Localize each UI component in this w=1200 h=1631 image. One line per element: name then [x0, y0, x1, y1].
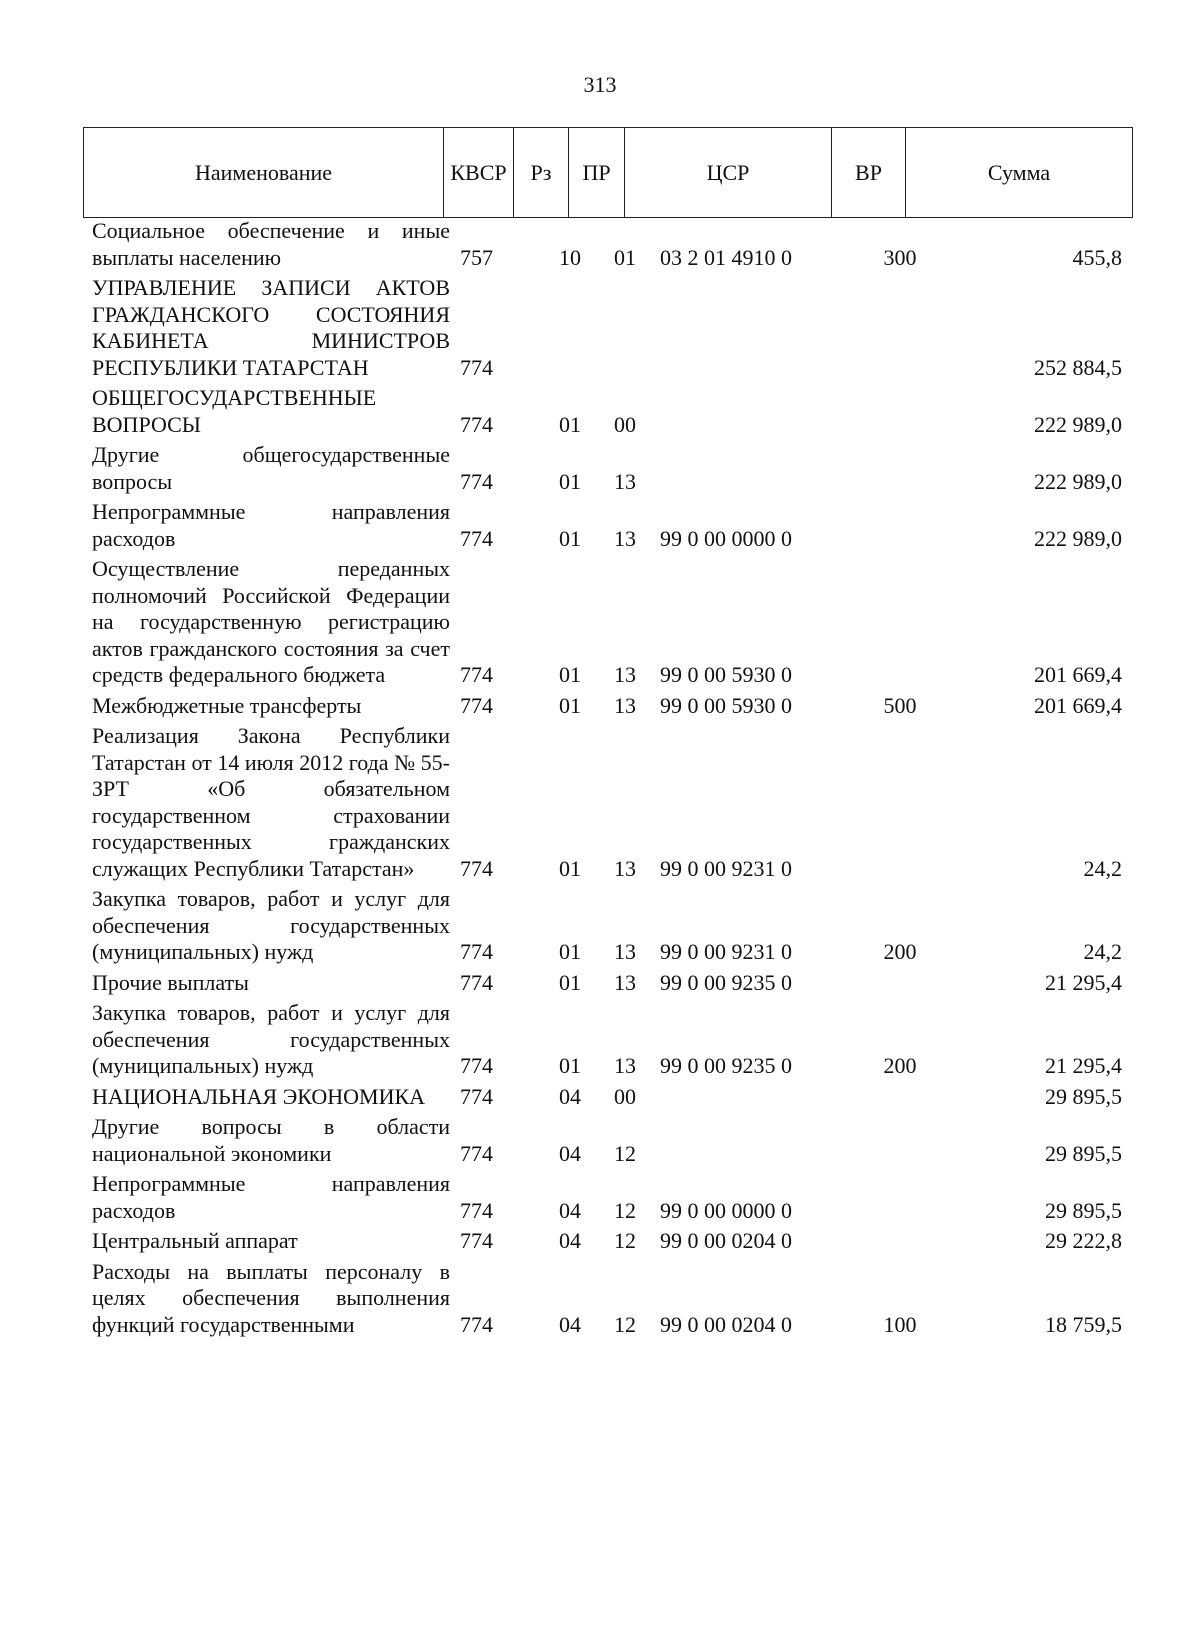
table-row — [0, 970, 1200, 997]
row-rz: 10 — [559, 244, 581, 270]
table-row — [0, 1259, 1200, 1339]
row-vr: 100 — [883, 1311, 917, 1337]
row-name: Прочие выплаты — [92, 969, 249, 995]
row-csr: 99 0 00 9235 0 — [660, 1053, 792, 1078]
header-vr: ВР — [832, 128, 906, 218]
row-sum: 29 895,5 — [1045, 1140, 1122, 1166]
table-row — [0, 218, 1200, 271]
row-name: Осуществление переданных полномочий Российской Федерации на государственную регистрацию актов гражданского состояния за счет средств федерального бюджета — [92, 556, 450, 687]
row-csr: 03 2 01 4910 0 — [660, 244, 792, 270]
row-name: Другие общегосударственные вопросы — [92, 442, 450, 494]
row-rz: 04 — [559, 1311, 581, 1337]
row-csr: 99 0 00 5930 0 — [660, 662, 792, 687]
row-pr: 00 — [614, 1083, 636, 1109]
row-pr: 13 — [614, 692, 636, 718]
row-sum: 455,8 — [1072, 244, 1122, 270]
row-pr: 13 — [614, 468, 636, 494]
row-pr: 13 — [614, 855, 636, 881]
row-sum: 21 295,4 — [1045, 1053, 1122, 1078]
row-name: УПРАВЛЕНИЕ ЗАПИСИ АКТОВ ГРАЖДАНСКОГО СОСТОЯНИЯ КАБИНЕТА МИНИСТРОВ РЕСПУБЛИКИ ТАТАРСТАН — [92, 275, 450, 380]
row-kvsr: 774 — [460, 1197, 493, 1223]
row-kvsr: 774 — [460, 1140, 493, 1166]
row-kvsr: 774 — [460, 662, 493, 687]
table-row — [0, 1000, 1200, 1080]
row-sum: 29 222,8 — [1045, 1228, 1122, 1253]
row-vr: 200 — [883, 939, 917, 964]
table-row — [0, 442, 1200, 495]
row-name: Другие вопросы в области национальной экономики — [92, 1114, 450, 1166]
row-sum: 24,2 — [1083, 855, 1122, 881]
row-rz: 04 — [559, 1228, 581, 1253]
row-kvsr: 774 — [460, 1083, 493, 1109]
row-sum: 29 895,5 — [1045, 1083, 1122, 1109]
table-row — [0, 499, 1200, 552]
row-rz: 01 — [559, 1053, 581, 1078]
row-name: Центральный аппарат — [92, 1228, 298, 1253]
row-pr: 12 — [614, 1311, 636, 1337]
table-row — [0, 1171, 1200, 1224]
row-name: Межбюджетные трансферты — [92, 692, 362, 718]
row-kvsr: 774 — [460, 969, 493, 995]
row-rz: 01 — [559, 411, 581, 437]
row-rz: 01 — [559, 468, 581, 494]
row-rz: 04 — [559, 1083, 581, 1109]
row-name: Закупка товаров, работ и услуг для обеспечения государственных (муниципальных) нужд — [92, 886, 450, 964]
row-rz: 04 — [559, 1197, 581, 1223]
row-csr: 99 0 00 9231 0 — [660, 855, 792, 881]
row-pr: 13 — [614, 939, 636, 964]
header-kvsr: КВСР — [444, 128, 514, 218]
row-pr: 12 — [614, 1197, 636, 1223]
row-rz: 04 — [559, 1140, 581, 1166]
row-csr: 99 0 00 0000 0 — [660, 1197, 792, 1223]
header-sum: Сумма — [906, 128, 1133, 218]
row-sum: 222 989,0 — [1034, 411, 1122, 437]
row-pr: 01 — [614, 244, 636, 270]
table-row — [0, 385, 1200, 438]
row-rz: 01 — [559, 662, 581, 687]
table-row — [0, 723, 1200, 882]
row-kvsr: 774 — [460, 525, 493, 551]
row-pr: 12 — [614, 1228, 636, 1253]
row-vr: 200 — [883, 1053, 917, 1078]
table-row — [0, 1114, 1200, 1167]
row-csr: 99 0 00 5930 0 — [660, 692, 792, 718]
row-name: ОБЩЕГОСУДАРСТВЕННЫЕ ВОПРОСЫ — [92, 385, 377, 437]
row-name: Непрограммные направления расходов — [92, 499, 450, 551]
row-name: Реализация Закона Республики Татарстан от 14 июля 2012 года № 55-ЗРТ «Об обязательном государственном страховании государственных гражданских служащих Республики Татарстан» — [92, 723, 450, 881]
row-pr: 13 — [614, 1053, 636, 1078]
row-sum: 222 989,0 — [1034, 525, 1122, 551]
row-csr: 99 0 00 0000 0 — [660, 525, 792, 551]
row-rz: 01 — [559, 939, 581, 964]
budget-rows — [0, 218, 1200, 1342]
row-csr: 99 0 00 9235 0 — [660, 969, 792, 995]
header-pr: ПР — [569, 128, 625, 218]
row-sum: 21 295,4 — [1045, 969, 1122, 995]
row-rz: 01 — [559, 969, 581, 995]
row-csr: 99 0 00 0204 0 — [660, 1311, 792, 1337]
row-kvsr: 774 — [460, 692, 493, 718]
row-sum: 252 884,5 — [1034, 354, 1122, 380]
row-kvsr: 774 — [460, 411, 493, 437]
row-pr: 13 — [614, 525, 636, 551]
row-kvsr: 774 — [460, 468, 493, 494]
row-sum: 222 989,0 — [1034, 468, 1122, 494]
table-row — [0, 886, 1200, 966]
row-name: Социальное обеспечение и иные выплаты населению — [92, 218, 450, 270]
row-sum: 29 895,5 — [1045, 1197, 1122, 1223]
row-name: Закупка товаров, работ и услуг для обеспечения государственных (муниципальных) нужд — [92, 1000, 450, 1078]
row-kvsr: 774 — [460, 1228, 493, 1253]
row-kvsr: 774 — [460, 855, 493, 881]
row-rz: 01 — [559, 855, 581, 881]
row-sum: 201 669,4 — [1034, 692, 1122, 718]
header-name: Наименование — [84, 128, 444, 218]
row-pr: 13 — [614, 662, 636, 687]
table-row — [0, 556, 1200, 689]
table-row — [0, 693, 1200, 720]
row-kvsr: 774 — [460, 1311, 493, 1337]
row-pr: 13 — [614, 969, 636, 995]
row-pr: 00 — [614, 411, 636, 437]
row-sum: 24,2 — [1083, 939, 1122, 964]
header-csr: ЦСР — [625, 128, 832, 218]
row-vr: 500 — [883, 692, 917, 718]
row-kvsr: 774 — [460, 939, 493, 964]
row-rz: 01 — [559, 525, 581, 551]
row-vr: 300 — [883, 244, 917, 270]
row-pr: 12 — [614, 1140, 636, 1166]
row-kvsr: 757 — [460, 244, 493, 270]
row-kvsr: 774 — [460, 354, 493, 380]
header-rz: Рз — [514, 128, 569, 218]
table-row — [0, 275, 1200, 381]
row-csr: 99 0 00 0204 0 — [660, 1228, 792, 1253]
page-number: 313 — [583, 72, 617, 97]
row-sum: 201 669,4 — [1034, 662, 1122, 687]
row-sum: 18 759,5 — [1045, 1311, 1122, 1337]
table-row — [0, 1084, 1200, 1111]
row-name: НАЦИОНАЛЬНАЯ ЭКОНОМИКА — [92, 1083, 426, 1109]
row-name: Расходы на выплаты персоналу в целях обеспечения выполнения функций государственными — [92, 1258, 450, 1337]
row-name: Непрограммные направления расходов — [92, 1171, 450, 1223]
table-row — [0, 1228, 1200, 1255]
row-csr: 99 0 00 9231 0 — [660, 939, 792, 964]
table-header — [83, 127, 1133, 218]
row-kvsr: 774 — [460, 1053, 493, 1078]
row-rz: 01 — [559, 692, 581, 718]
